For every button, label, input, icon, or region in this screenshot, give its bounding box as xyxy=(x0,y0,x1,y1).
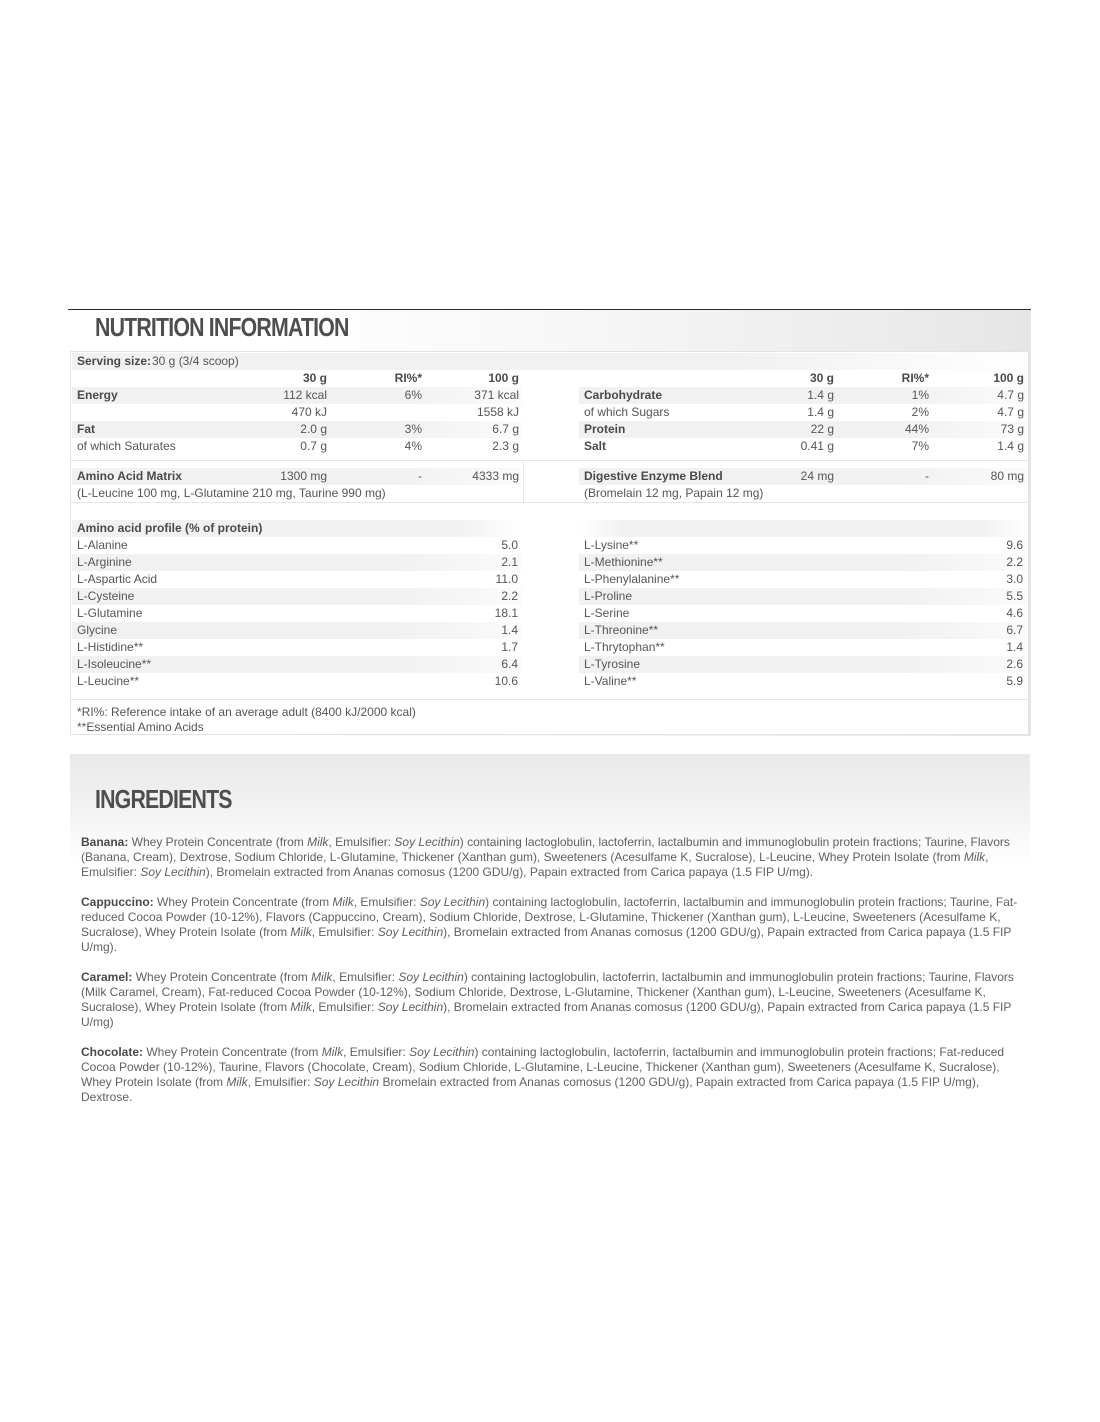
enzyme-blend-detail xyxy=(579,485,1027,502)
allergen-text: Soy Lecithin xyxy=(377,1000,444,1014)
flavor-name: Chocolate: xyxy=(81,1045,144,1059)
nutrient-row-energy-kj xyxy=(72,404,522,421)
nutrient-v100: 73 g xyxy=(1000,422,1024,436)
amino-name: L-Leucine** xyxy=(77,674,140,688)
enzyme-blend-v30: 24 mg xyxy=(800,469,834,483)
amino-profile-row xyxy=(579,605,1027,622)
nutrient-v100: 6.7 g xyxy=(492,422,519,436)
enzyme-blend-detail-text: (Bromelain 12 mg, Papain 12 mg) xyxy=(584,486,764,500)
amino-value: 9.6 xyxy=(1006,538,1023,552)
amino-name: L-Methionine** xyxy=(584,555,663,569)
allergen-text: Soy Lecithin xyxy=(398,970,464,984)
amino-profile-row xyxy=(72,537,522,554)
nutrient-v100: 1558 kJ xyxy=(476,405,519,419)
ingredient-text: , Emulsifier: xyxy=(332,970,399,984)
amino-value: 1.4 xyxy=(501,623,518,637)
nutrient-v100: 4.7 g xyxy=(997,388,1024,402)
ingredients-title: INGREDIENTS xyxy=(95,784,232,814)
allergen-text: Milk xyxy=(332,895,354,909)
amino-name: L-Threonine** xyxy=(584,623,659,637)
amino-name: L-Serine xyxy=(584,606,630,620)
amino-value: 2.6 xyxy=(1006,657,1023,671)
amino-matrix-label: Amino Acid Matrix xyxy=(77,469,182,483)
amino-name: L-Cysteine xyxy=(77,589,135,603)
amino-profile-row xyxy=(579,554,1027,571)
nutrient-label: Energy xyxy=(77,388,118,402)
divider xyxy=(71,460,1028,461)
amino-value: 10.6 xyxy=(494,674,518,688)
ingredient-text: Whey Protein Concentrate (from xyxy=(132,970,312,984)
ingredient-paragraph xyxy=(81,895,1021,955)
nutrient-v100: 2.3 g xyxy=(492,439,519,453)
ingredient-paragraph xyxy=(81,835,1021,880)
ingredients-section xyxy=(70,754,1030,1114)
header-100g: 100 g xyxy=(993,371,1024,385)
amino-profile-row xyxy=(72,571,522,588)
nutrient-label: Salt xyxy=(584,439,607,453)
amino-name: L-Aspartic Acid xyxy=(77,572,158,586)
nutrient-row-energy xyxy=(72,387,522,404)
nutrient-v100: 1.4 g xyxy=(997,439,1024,453)
nutrient-label: Fat xyxy=(77,422,95,436)
nutrient-v30: 0.7 g xyxy=(300,439,327,453)
amino-name: L-Thrytophan** xyxy=(584,640,665,654)
amino-name: Glycine xyxy=(77,623,118,637)
footnote-ri-text: *RI%: Reference intake of an average adult (8400 kJ/2000 kcal) xyxy=(77,705,416,719)
nutrient-ri: 1% xyxy=(911,388,929,402)
allergen-text: Soy Lecithin xyxy=(394,835,460,849)
amino-value: 2.2 xyxy=(1006,555,1023,569)
nutrition-table xyxy=(70,351,1029,735)
ingredient-paragraph xyxy=(81,1045,1021,1105)
allergen-text: Soy Lecithin xyxy=(409,1045,475,1059)
amino-profile-row xyxy=(579,622,1027,639)
header-ri: RI%* xyxy=(901,371,929,385)
divider xyxy=(523,460,524,502)
amino-value: 18.1 xyxy=(494,606,518,620)
footnote-essential xyxy=(72,719,672,736)
amino-name: L-Tyrosine xyxy=(584,657,641,671)
amino-name: L-Lysine** xyxy=(584,538,639,552)
ingredient-text: , Emulsifier: xyxy=(311,1000,378,1014)
allergen-text: Soy Lecithin xyxy=(377,925,444,939)
allergen-text: Soy Lecithin xyxy=(419,895,486,909)
amino-matrix-v100: 4333 mg xyxy=(472,469,519,483)
nutrition-title: NUTRITION INFORMATION xyxy=(95,312,349,342)
ingredient-text: , Emulsifier: xyxy=(328,835,395,849)
allergen-text: Milk xyxy=(321,1045,344,1059)
amino-value: 5.0 xyxy=(501,538,518,552)
amino-name: L-Glutamine xyxy=(77,606,143,620)
amino-value: 3.0 xyxy=(1006,572,1023,586)
allergen-text: Milk xyxy=(290,1000,312,1014)
ingredient-text: ), Bromelain extracted from Ananas comosus (1200 GDU/g), Papain extracted from Carica papaya (1.5 FIP U/mg). xyxy=(205,865,814,879)
profile-title-row xyxy=(72,520,522,537)
nutrient-row-sugars xyxy=(579,404,1027,421)
nutrient-ri: 2% xyxy=(911,405,929,419)
allergen-text: Soy Lecithin xyxy=(140,865,206,879)
ingredient-text: , Emulsifier: xyxy=(353,895,420,909)
ingredient-paragraph xyxy=(81,970,1021,1030)
serving-value: 30 g (3/4 scoop) xyxy=(152,354,239,368)
flavor-name: Caramel: xyxy=(81,970,133,984)
nutrient-row-saturates xyxy=(72,438,522,455)
divider xyxy=(71,502,1028,503)
header-30g: 30 g xyxy=(302,371,327,385)
nutrient-ri: 44% xyxy=(904,422,929,436)
header-30g: 30 g xyxy=(809,371,834,385)
amino-value: 5.9 xyxy=(1006,674,1023,688)
profile-title-row-right xyxy=(579,520,1027,537)
nutrient-v30: 1.4 g xyxy=(807,405,834,419)
nutrition-section xyxy=(68,309,1031,736)
ingredient-text: ), Bromelain extracted from Ananas comosus (1200 GDU/g), Papain extracted from Carica papaya (1.5 FIP U/mg) xyxy=(81,1000,1012,1029)
amino-profile-row xyxy=(579,571,1027,588)
nutrient-v30: 470 kJ xyxy=(291,405,327,419)
amino-profile-row xyxy=(72,639,522,656)
amino-profile-row xyxy=(579,673,1027,690)
allergen-text: Milk xyxy=(311,970,333,984)
flavor-name: Banana: xyxy=(81,835,129,849)
ingredient-text: , Emulsifier: xyxy=(311,925,378,939)
nutrient-ri: 6% xyxy=(404,388,422,402)
amino-profile-row xyxy=(72,656,522,673)
nutrient-v30: 0.41 g xyxy=(800,439,834,453)
amino-profile-row xyxy=(72,673,522,690)
header-100g: 100 g xyxy=(488,371,519,385)
allergen-text: Milk xyxy=(226,1075,248,1089)
amino-name: L-Isoleucine** xyxy=(77,657,152,671)
header-ri: RI%* xyxy=(394,371,422,385)
amino-name: L-Proline xyxy=(584,589,633,603)
amino-value: 6.7 xyxy=(1006,623,1023,637)
flavor-name: Cappuccino: xyxy=(81,895,154,909)
nutrient-v30: 22 g xyxy=(810,422,834,436)
ingredient-text: , Emulsifier: xyxy=(343,1045,410,1059)
amino-value: 4.6 xyxy=(1006,606,1023,620)
ingredient-text: ) containing lactoglobulin, lactoferrin, lactalbumin and immunoglobulin protein fractions; Taurine, Flavors (Milk Caramel, Cream), Fat-reduced Cocoa Powder (10-12%), Sodium Chloride, Dextrose, L-Glutamine, Thickener (Xanthan gum), L-Leucine, Sweeteners (Acesulfame K, Sucralose), Whey Protein Isolate (from xyxy=(81,970,1014,1014)
nutrient-ri: 4% xyxy=(404,439,422,453)
enzyme-blend-row xyxy=(579,468,1027,485)
amino-matrix-v30: 1300 mg xyxy=(280,469,327,483)
amino-value: 1.4 xyxy=(1006,640,1023,654)
allergen-text: Milk xyxy=(307,835,329,849)
amino-value: 6.4 xyxy=(501,657,518,671)
amino-profile-row xyxy=(579,537,1027,554)
serving-label: Serving size: xyxy=(77,354,152,368)
amino-value: 5.5 xyxy=(1006,589,1023,603)
ingredient-text: , Emulsifier: xyxy=(81,850,989,879)
nutrient-label: Protein xyxy=(584,422,626,436)
enzyme-blend-ri: - xyxy=(925,469,929,483)
amino-profile-row xyxy=(579,639,1027,656)
amino-name: L-Alanine xyxy=(77,538,128,552)
nutrient-row-protein xyxy=(579,421,1027,438)
nutrient-v100: 371 kcal xyxy=(474,388,519,402)
profile-title: Amino acid profile (% of protein) xyxy=(77,521,263,535)
left-header-row xyxy=(72,370,522,387)
amino-name: L-Phenylalanine** xyxy=(584,572,680,586)
amino-profile-row xyxy=(72,622,522,639)
amino-name: L-Arginine xyxy=(77,555,132,569)
divider xyxy=(71,699,1028,700)
amino-profile-row xyxy=(579,588,1027,605)
ingredient-text: Whey Protein Concentrate (from xyxy=(153,895,333,909)
amino-matrix-ri: - xyxy=(418,469,422,483)
amino-value: 2.2 xyxy=(501,589,518,603)
nutrient-label: of which Saturates xyxy=(77,439,176,453)
nutrient-v100: 4.7 g xyxy=(997,405,1024,419)
ingredient-text: ) containing lactoglobulin, lactoferrin, lactalbumin and immunoglobulin protein fractions; Fat-reduced Cocoa Powder (10-12%), Taurine, Flavors (Chocolate, Cream), Sodium Chloride, L-Glutamine, L-Leucine, Thickener (Xanthan gum), Sweeteners (Acesulfame K, Sucralose), Whey Protein Isolate (from xyxy=(81,1045,1005,1089)
allergen-text: Milk xyxy=(963,850,986,864)
amino-matrix-row xyxy=(72,468,522,485)
right-header-row xyxy=(579,370,1029,387)
amino-profile-row xyxy=(579,656,1027,673)
ingredient-text: ) containing lactoglobulin, lactoferrin, lactalbumin and immunoglobulin protein fractions; Taurine, Flavors (Banana, Cream), Dextrose, Sodium Chloride, L-Glutamine, Thickener (Xanthan gum), Sweeteners (Acesulfame K, Sucralose), L-Leucine, Whey Protein Isolate (from xyxy=(81,835,1010,864)
nutrient-ri: 3% xyxy=(404,422,422,436)
allergen-text: Soy Lecithin xyxy=(313,1075,380,1089)
ingredient-text: Bromelain extracted from Ananas comosus (1200 GDU/g), Papain extracted from Carica papaya (1.5 FIP U/mg), Dextrose. xyxy=(81,1075,980,1104)
nutrient-v30: 1.4 g xyxy=(807,388,834,402)
enzyme-blend-label: Digestive Enzyme Blend xyxy=(584,469,723,483)
nutrient-label: of which Sugars xyxy=(584,405,670,419)
nutrient-row-fat xyxy=(72,421,522,438)
serving-row xyxy=(72,353,1027,370)
ingredient-text: Whey Protein Concentrate (from xyxy=(128,835,308,849)
amino-profile-row xyxy=(72,588,522,605)
ingredient-text: Whey Protein Concentrate (from xyxy=(143,1045,322,1059)
nutrient-row-salt xyxy=(579,438,1027,455)
nutrient-v30: 2.0 g xyxy=(300,422,327,436)
footnote-essential-text: **Essential Amino Acids xyxy=(77,720,204,734)
amino-profile-row xyxy=(72,605,522,622)
amino-matrix-detail xyxy=(72,485,522,502)
amino-profile-row xyxy=(72,554,522,571)
ingredient-text: , Emulsifier: xyxy=(247,1075,314,1089)
amino-value: 2.1 xyxy=(501,555,518,569)
ingredient-text: ), Bromelain extracted from Ananas comosus (1200 GDU/g), Papain extracted from Carica papaya (1.5 FIP U/mg). xyxy=(81,925,1012,954)
amino-value: 1.7 xyxy=(501,640,518,654)
ingredient-text: ) containing lactoglobulin, lactoferrin, lactalbumin and immunoglobulin protein fractions; Taurine, Fat-reduced Cocoa Powder (10-12%), Flavors (Cappuccino, Cream), Sodium Chloride, Dextrose, L-Glutamine, Thickener (Xanthan gum), L-Leucine, Sweeteners (Acesulfame K, Sucralose), Whey Protein Isolate (from xyxy=(81,895,1018,939)
nutrient-v30: 112 kcal xyxy=(283,388,327,402)
amino-matrix-detail-text: (L-Leucine 100 mg, L-Glutamine 210 mg, Taurine 990 mg) xyxy=(77,486,386,500)
amino-name: L-Valine** xyxy=(584,674,637,688)
enzyme-blend-v100: 80 mg xyxy=(990,469,1024,483)
nutrient-ri: 7% xyxy=(911,439,929,453)
nutrient-label: Carbohydrate xyxy=(584,388,663,402)
nutrient-row-carbohydrate xyxy=(579,387,1027,404)
amino-name: L-Histidine** xyxy=(77,640,144,654)
amino-value: 11.0 xyxy=(495,572,518,586)
allergen-text: Milk xyxy=(290,925,312,939)
